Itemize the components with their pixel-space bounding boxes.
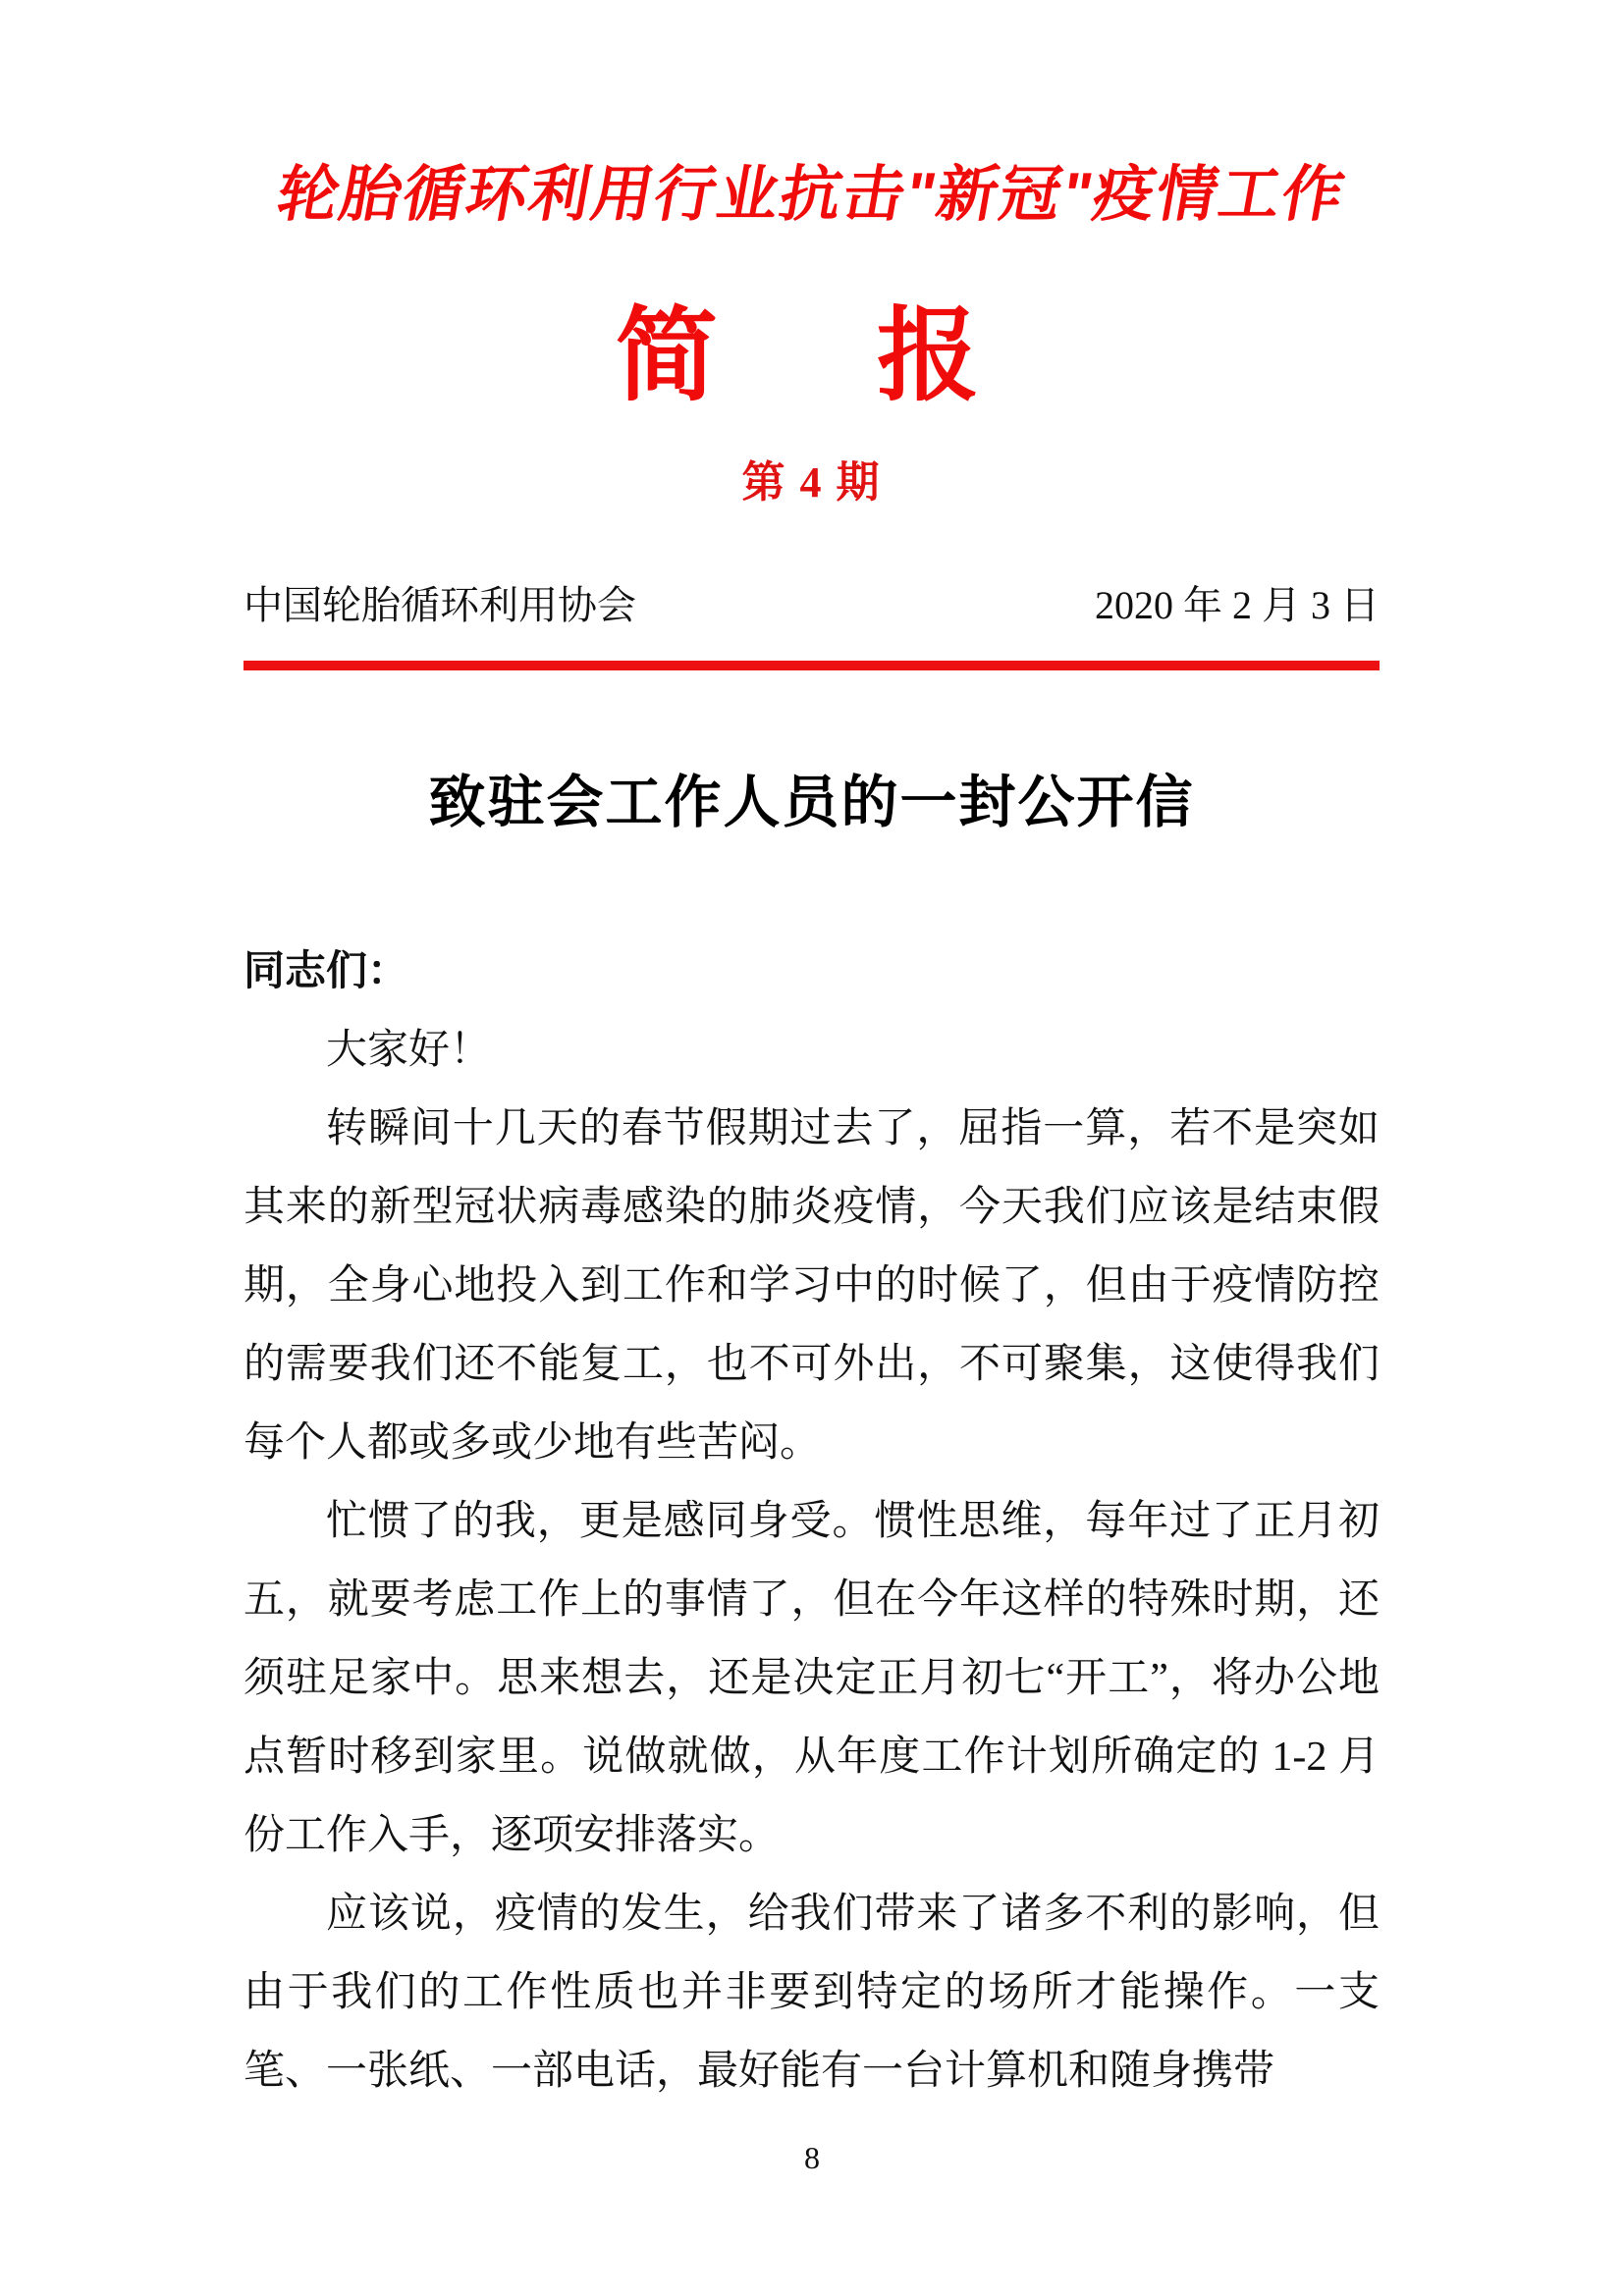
article-headline: 致驻会工作人员的一封公开信	[428, 770, 1195, 834]
body-paragraph: 转瞬间十几天的春节假期过去了，屈指一算，若不是突如其来的新型冠状病毒感染的肺炎疫情，今天我们应该是结束假期，全身心地投入到工作和学习中的时候了，但由于疫情防控的需要我们还不能复工，也不可外出，不可聚集，这使得我们每个人都或多或少地有些苦闷。	[244, 1106, 1380, 1467]
page-number: 8	[804, 2140, 820, 2175]
article-salutation: 同志们：	[244, 949, 409, 995]
masthead-divider-rule	[244, 661, 1380, 670]
body-paragraph: 应该说，疫情的发生，给我们带来了诸多不利的影响，但由于我们的工作性质也并非要到特定的场所才能操作。一支笔、一张纸、一部电话，最好能有一台计算机和随身携带	[244, 1892, 1380, 2095]
issue-number: 第 4 期	[741, 457, 882, 507]
body-paragraph: 忙惯了的我，更是感同身受。惯性思维，每年过了正月初五，就要考虑工作上的事情了，但在今年这样的特殊时期，还须驻足家中。思来想去，还是决定正月初七“开工”，将办公地点暂时移到家里。说做就做，从年度工作计划所确定的 1-2 月份工作入手，逐项安排落实。	[244, 1499, 1380, 1859]
org-date-row	[244, 580, 1380, 631]
article	[244, 769, 1380, 2111]
issue-date: 2020 年 2 月 3 日	[1095, 582, 1380, 627]
body-paragraph-greeting: 大家好！	[326, 1028, 492, 1074]
organization-name: 中国轮胎循环利用协会	[244, 582, 636, 627]
masthead-title: 轮胎循环利用行业抗击"新冠"疫情工作	[272, 161, 1352, 229]
masthead	[244, 157, 1380, 670]
article-body	[244, 1011, 1380, 2110]
bulletin-name: 简 报	[615, 298, 1008, 413]
